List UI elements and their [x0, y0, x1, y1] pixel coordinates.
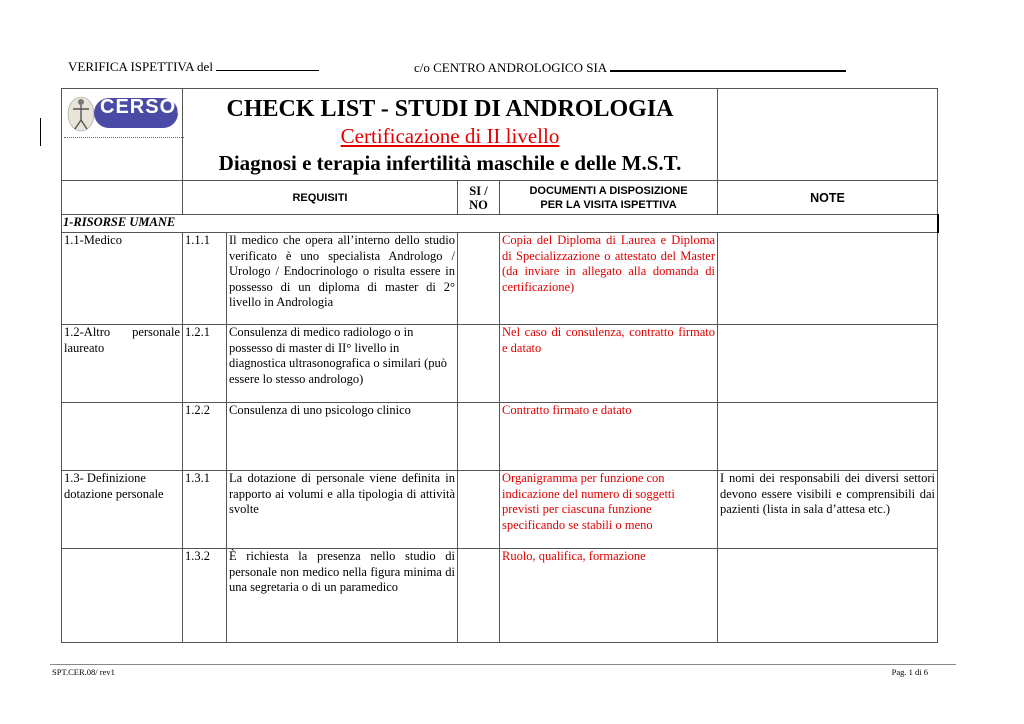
- section-row: [62, 215, 938, 233]
- verifica-label: VERIFICA ISPETTIVA del: [68, 59, 213, 74]
- page-subtitle: Diagnosi e terapia infertilità maschile e delle M.S.T.: [218, 150, 682, 175]
- row-si-no[interactable]: [458, 233, 500, 325]
- footer-doc-code: SPT.CER.08/ rev1: [52, 667, 115, 677]
- title-blank-cell: [718, 89, 938, 181]
- row-area: [62, 403, 183, 471]
- col-requisiti: REQUISITI: [183, 181, 458, 215]
- row-documenti: Contratto firmato e datato: [500, 403, 718, 471]
- row-requisito: Consulenza di uno psicologo clinico: [227, 403, 458, 471]
- row-requisito: È richiesta la presenza nello studio di personale non medico nella figura minima di una segretaria o di un paramedico: [227, 549, 458, 643]
- col-documenti: [500, 181, 718, 215]
- row-note[interactable]: [718, 403, 938, 471]
- row-requisito: La dotazione di personale viene definita in rapporto ai volumi e alla tipologia di attività svolte: [227, 471, 458, 549]
- table-row: [62, 233, 938, 325]
- footer-rule: [50, 664, 956, 665]
- row-note[interactable]: [718, 549, 938, 643]
- col-si-label: SI /: [469, 183, 488, 198]
- header-blank-cell: [62, 181, 183, 215]
- title-row: [62, 89, 938, 181]
- title-cell: [183, 89, 718, 181]
- row-documenti: Organigramma per funzione con indicazione del numero di soggetti previsti per ciascuna funzione specificando se stabili o meno: [500, 471, 718, 549]
- table-row: [62, 403, 938, 471]
- verifica-date-blank: [216, 58, 319, 71]
- figure-icon: [66, 94, 96, 134]
- row-documenti: Nel caso di consulenza, contratto firmato e datato: [500, 325, 718, 403]
- centro-label: c/o CENTRO ANDROLOGICO SIA: [414, 60, 607, 75]
- verifica-ispettiva-line: [68, 58, 319, 75]
- row-note[interactable]: [718, 233, 938, 325]
- table-row: [62, 549, 938, 643]
- col-note: NOTE: [718, 181, 938, 215]
- row-area-text: 1.2-Altro personale laureato: [64, 325, 180, 355]
- col-si-no: [458, 181, 500, 215]
- col-no-label: NO: [469, 197, 488, 212]
- row-si-no[interactable]: [458, 549, 500, 643]
- certification-level: Certificazione di II livello: [340, 123, 560, 148]
- section-title: 1-RISORSE UMANE: [62, 215, 938, 233]
- table-row: [62, 325, 938, 403]
- row-code: 1.1.1: [183, 233, 227, 325]
- row-si-no[interactable]: [458, 325, 500, 403]
- row-code: 1.3.1: [183, 471, 227, 549]
- row-requisito: Consulenza di medico radiologo o in possesso di master di II° livello in diagnostica ultrasonografica o similari (può essere lo stesso andrologo): [227, 325, 458, 403]
- centro-name-blank: [610, 58, 846, 72]
- centro-line: [414, 58, 846, 76]
- table-row: [62, 471, 938, 549]
- logo-cell: [62, 89, 183, 181]
- row-si-no[interactable]: [458, 403, 500, 471]
- row-note[interactable]: I nomi dei responsabili dei diversi settori devono essere visibili e comprensibili dai pazienti (lista in sala d’attesa etc.): [718, 471, 938, 549]
- row-area: 1.1-Medico: [62, 233, 183, 325]
- row-si-no[interactable]: [458, 471, 500, 549]
- checklist-table: [61, 88, 939, 643]
- footer-page-number: Pag. 1 di 6: [891, 667, 928, 677]
- column-header-row: [62, 181, 938, 215]
- page-title: CHECK LIST - STUDI DI ANDROLOGIA: [226, 95, 674, 122]
- row-code: 1.3.2: [183, 549, 227, 643]
- row-code: 1.2.2: [183, 403, 227, 471]
- row-documenti: Copia del Diploma di Laurea e Diploma di Specializzazione o attestato del Master (da inviare in allegato alla domanda di certificazione): [500, 233, 718, 325]
- cersoi-logo: [64, 94, 182, 138]
- row-requisito: Il medico che opera all’interno dello studio verificato è uno specialista Andrologo / Urologo / Endocrinologo o risulta essere in possesso di un diploma di master di 2° livello in Andrologia: [227, 233, 458, 325]
- row-code: 1.2.1: [183, 325, 227, 403]
- row-note[interactable]: [718, 325, 938, 403]
- logo-underline: [64, 137, 184, 140]
- row-documenti: Ruolo, qualifica, formazione: [500, 549, 718, 643]
- logo-text: CERSOI: [100, 96, 183, 118]
- row-area: 1.3- Definizione dotazione personale: [62, 471, 183, 549]
- row-area: [62, 549, 183, 643]
- col-documenti-line1: DOCUMENTI A DISPOSIZIONE: [529, 184, 688, 197]
- margin-mark: [40, 118, 41, 146]
- col-documenti-line2: PER LA VISITA ISPETTIVA: [540, 198, 677, 211]
- row-area: [62, 325, 183, 403]
